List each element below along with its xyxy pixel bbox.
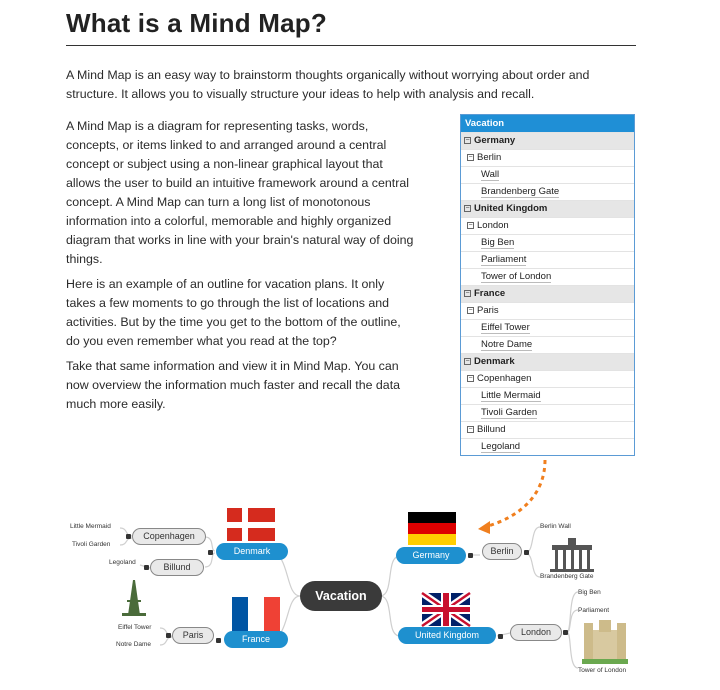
outline-row-label: Berlin [477,152,502,163]
outline-row-label: Eiffel Tower [481,322,530,333]
collapse-toggle-icon[interactable]: − [465,204,470,212]
intro-paragraph: A Mind Map is an easy way to brainstorm thoughts organically without worrying about order and structure. It allows you to visually structure your ideas to help with analysis and recall. [66,68,590,101]
collapse-toggle-icon[interactable]: − [468,221,473,229]
denmark-flag-icon [227,508,275,541]
connector-dot [468,553,473,558]
vacation-mind-map [0,455,720,690]
node-copenhagen: Copenhagen [132,528,206,545]
outline-row-level-3 [461,319,634,336]
leaf-big-ben: Big Ben [578,589,601,596]
arrow-head [478,521,490,534]
outline-header: Vacation [461,115,634,132]
definition-paragraph: A Mind Map is a diagram for representing tasks, words, concepts, or items linked to and arranged around a central concept or subject using a non-linear graphical layout that allows the user to build an intuitive framework around a central concept. A Mind Map can turn a long list of monotonous information into a colorful, memorable and highly organized diagram that works in line with your brain's natural way of doing things. [66,119,414,266]
connector-gate [525,553,540,577]
node-germany: Germany [396,547,466,564]
leaf-legoland: Legoland [109,559,136,566]
outline-row-level-3 [461,166,634,183]
leaf-tivoli-garden: Tivoli Garden [72,541,111,548]
connector-dot [144,565,149,570]
leaf-notre-dame: Notre Dame [116,641,152,648]
uk-flag-icon [422,593,470,626]
vacation-outline [460,114,635,456]
outline-row-label: Copenhagen [477,373,532,384]
outline-row-label: Parliament [481,254,527,265]
title-divider [66,45,636,46]
leaf-berlin-wall: Berlin Wall [540,523,571,530]
connector-dot [498,634,503,639]
outline-row-level-1[interactable] [461,353,634,370]
outline-row-level-3 [461,387,634,404]
outline-row-level-2[interactable] [461,217,634,234]
outline-row-level-3 [461,251,634,268]
leaf-eiffel-tower: Eiffel Tower [118,624,152,631]
connector-dot [563,630,568,635]
outline-row-label: Wall [481,169,500,180]
outline-row-level-1[interactable] [461,132,634,149]
connector-dot [524,550,529,555]
page-title: What is a Mind Map? [66,8,327,38]
france-flag-icon [232,597,280,632]
outline-row-label: France [474,288,506,299]
leaf-parliament: Parliament [578,607,610,614]
connector-dot [126,534,131,539]
node-paris: Paris [172,627,214,644]
node-united-kingdom: United Kingdom [398,627,496,644]
center-node: Vacation [300,581,382,611]
arrow-outline-to-map [485,460,545,527]
outline-row-label: Big Ben [481,237,515,248]
outline-row-label: London [477,220,509,231]
outline-row-label: United Kingdom [474,203,548,214]
connector-dot [216,638,221,643]
collapse-toggle-icon[interactable]: − [465,136,470,144]
outline-row-label: Billund [477,424,506,435]
connector-tivoli [120,538,132,545]
node-denmark: Denmark [216,543,288,560]
connector-big-ben [567,592,578,632]
mind-map-connectors [0,455,720,690]
outline-row-label: Tivoli Garden [481,407,538,418]
connector-dot [166,633,171,638]
outline-row-level-3 [461,438,634,455]
node-london: London [510,624,562,641]
mindmap-comparison-paragraph: Take that same information and view it in Mind Map. You can now overview the information much faster and recall the data much more easily. [66,359,401,411]
outline-row-label: Brandenberg Gate [481,186,560,197]
leaf-little-mermaid: Little Mermaid [70,523,111,530]
outline-row-level-2[interactable] [461,149,634,166]
outline-row-level-1[interactable] [461,285,634,302]
brandenburg-gate-icon [550,538,594,572]
leaf-tower-of-london: Tower of London [578,667,627,674]
connector-tower [567,632,578,668]
outline-row-level-3 [461,268,634,285]
node-berlin: Berlin [482,543,522,560]
outline-row-label: Legoland [481,441,521,452]
outline-row-level-3 [461,234,634,251]
collapse-toggle-icon[interactable]: − [465,289,470,297]
connector-dot [208,550,213,555]
leaf-brandenberg-gate: Brandenberg Gate [540,573,594,580]
outline-row-level-3 [461,336,634,353]
eiffel-tower-icon [122,580,146,616]
tower-of-london-icon [582,620,628,664]
node-billund: Billund [150,559,204,576]
outline-row-level-3 [461,404,634,421]
outline-row-level-3 [461,183,634,200]
outline-row-label: Little Mermaid [481,390,541,401]
connector-copenhagen [205,537,215,551]
collapse-toggle-icon[interactable]: − [468,374,473,382]
outline-row-level-2[interactable] [461,421,634,438]
outline-row-level-2[interactable] [461,302,634,319]
connector-notre-dame [160,637,172,645]
outline-row-label: Germany [474,135,516,146]
collapse-toggle-icon[interactable]: − [468,425,473,433]
outline-row-level-1[interactable] [461,200,634,217]
connector-germany [380,556,400,596]
germany-flag-icon [408,512,456,545]
outline-row-label: Notre Dame [481,339,533,350]
outline-row-label: Denmark [474,356,515,367]
collapse-toggle-icon[interactable]: − [468,306,473,314]
outline-example-paragraph: Here is an example of an outline for vacation plans. It only takes a few moments to go through the list of locations and activities. But by the time you get to the bottom of the outline, do you even remember what you read at the top? [66,277,401,348]
outline-row-level-2[interactable] [461,370,634,387]
outline-row-label: Paris [477,305,499,316]
connector-uk [380,596,400,636]
outline-row-label: Tower of London [481,271,552,282]
collapse-toggle-icon[interactable]: − [465,357,470,365]
connector-billund [205,553,215,567]
node-france: France [224,631,288,648]
collapse-toggle-icon[interactable]: − [468,153,473,161]
